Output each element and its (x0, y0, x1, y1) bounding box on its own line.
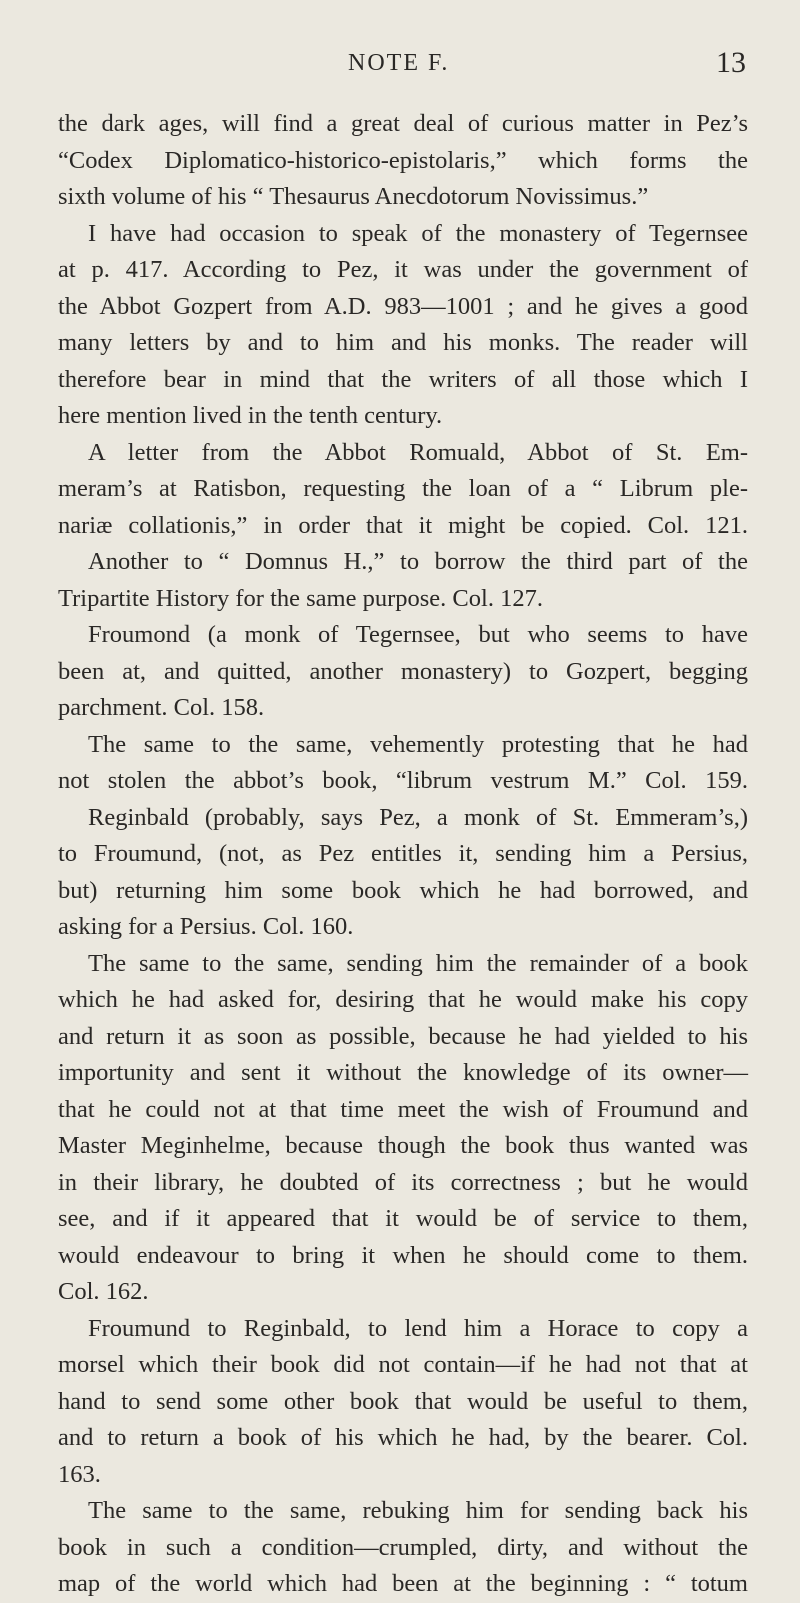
text-line: the dark ages, will find a great deal of curious matter in Pez’s (58, 110, 748, 137)
running-title: NOTE F. (348, 50, 450, 76)
text-line: the Abbot Gozpert from A.D. 983—1001 ; and he gives a good (58, 292, 748, 320)
text-line: map of the world which had been at the beginning : “ totum (58, 1570, 748, 1597)
text-line: importunity and sent it without the knowledge of its owner— (58, 1059, 748, 1086)
text-line: Col. 162. (58, 1278, 149, 1305)
text-line: 163. (58, 1460, 101, 1488)
text-line: been at, and quitted, another monastery) to Gozpert, begging (58, 657, 748, 685)
text-line: “Codex Diplomatico-historico-epistolaris,” which forms the (58, 146, 748, 174)
page-header (0, 46, 800, 90)
text-line: Reginbald (probably, says Pez, a monk of St. Emmeram’s,) (88, 803, 748, 831)
text-line: I have had occasion to speak of the monastery of Tegernsee (88, 219, 748, 247)
text-line: but) returning him some book which he had borrowed, and (58, 876, 748, 904)
text-line: book in such a condition—crumpled, dirty, and without the (58, 1533, 748, 1561)
text-line: asking for a Persius. Col. 160. (58, 913, 354, 940)
text-line: Froumund to Reginbald, to lend him a Horace to copy a (88, 1314, 748, 1342)
text-line: Tripartite History for the same purpose. Col. 127. (58, 584, 543, 612)
text-line: hand to send some other book that would be useful to them, (58, 1387, 748, 1415)
text-line: nariæ collationis,” in order that it might be copied. Col. 121. (58, 511, 748, 539)
text-line: which he had asked for, desiring that he would make his copy (58, 986, 748, 1013)
text-line: to Froumund, (not, as Pez entitles it, sending him a Persius, (58, 840, 748, 867)
text-line: in their library, he doubted of its correctness ; but he would (58, 1168, 748, 1196)
text-line: The same to the same, rebuking him for sending back his (88, 1497, 748, 1524)
text-line: morsel which their book did not contain—if he had not that at (58, 1351, 748, 1378)
text-line: Another to “ Domnus H.,” to borrow the third part of the (88, 548, 748, 575)
text-line: Master Meginhelme, because though the book thus wanted was (58, 1132, 748, 1159)
text-line: that he could not at that time meet the wish of Froumund and (58, 1095, 748, 1123)
text-line: and to return a book of his which he had, by the bearer. Col. (58, 1424, 748, 1451)
body-text (58, 106, 748, 1603)
page-number: 13 (716, 46, 746, 79)
text-line: not stolen the abbot’s book, “librum vestrum M.” Col. 159. (58, 767, 748, 794)
text-line: many letters by and to him and his monks. The reader will (58, 329, 748, 356)
text-line: would endeavour to bring it when he should come to them. (58, 1241, 748, 1269)
text-line: sixth volume of his “ Thesaurus Anecdotorum Novissimus.” (58, 183, 649, 210)
text-line: Froumond (a monk of Tegernsee, but who seems to have (88, 621, 748, 648)
text-line: meram’s at Ratisbon, requesting the loan of a “ Librum ple- (58, 475, 748, 502)
text-line: here mention lived in the tenth century. (58, 402, 443, 429)
text-line: A letter from the Abbot Romuald, Abbot of St. Em- (88, 438, 748, 466)
text-line: see, and if it appeared that it would be of service to them, (58, 1205, 748, 1232)
text-line: at p. 417. According to Pez, it was under the government of (58, 256, 748, 283)
text-line: and return it as soon as possible, because he had yielded to his (58, 1022, 748, 1050)
text-line: therefore bear in mind that the writers of all those which I (58, 365, 748, 393)
text-line: The same to the same, vehemently protesting that he had (88, 730, 748, 758)
text-line: parchment. Col. 158. (58, 694, 265, 721)
text-line: The same to the same, sending him the remainder of a book (88, 949, 748, 977)
